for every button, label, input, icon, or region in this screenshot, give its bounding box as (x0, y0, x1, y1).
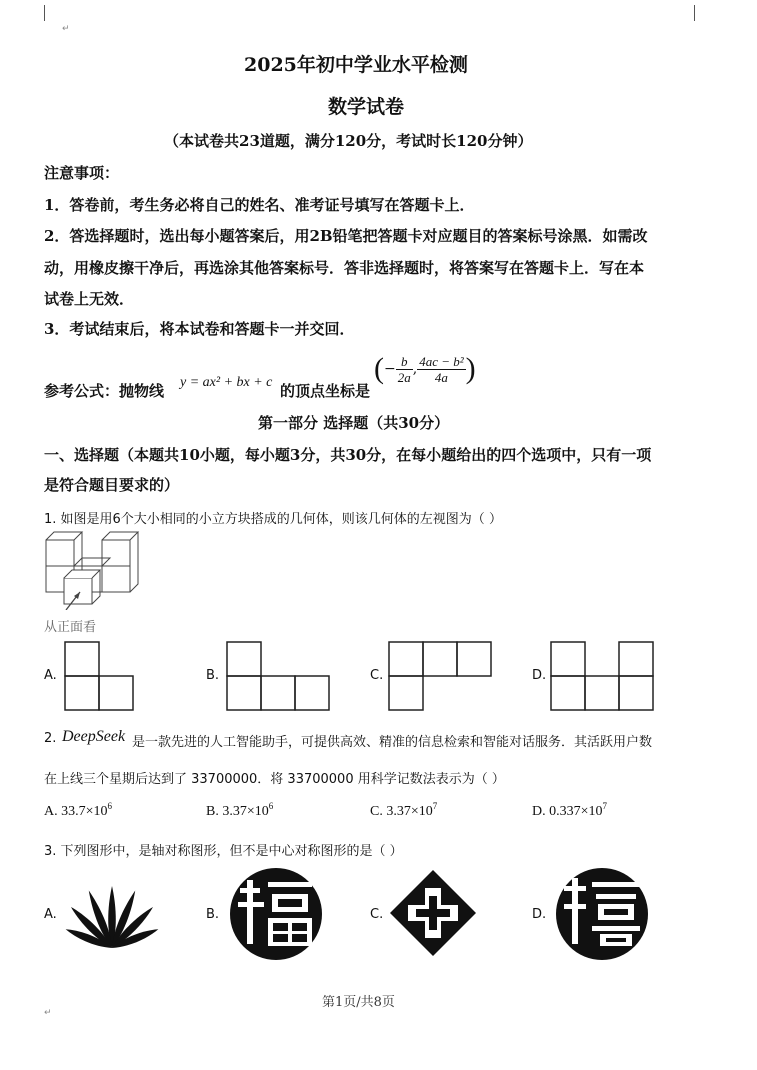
part-1-heading: 第一部分 选择题（共30分） (258, 414, 450, 432)
fan-petals-logo-icon (62, 872, 162, 952)
deepseek-brand: DeepSeek (62, 728, 126, 745)
q1-option-b-figure (226, 640, 330, 712)
question-2-line-1: 是一款先进的人工智能助手，可提供高效、精准的信息检索和智能对话服务．其活跃用户数 (132, 735, 653, 750)
formula-prefix: 参考公式：抛物线 (44, 382, 165, 400)
notes-item-2-line-2: 动，用橡皮擦干净后，再选涂其他答案标号．答非选择题时，将答案写在答题卡上．写在本 (44, 259, 645, 277)
notes-item-2-line-3: 试卷上无效． (44, 290, 135, 308)
q3-option-a-label[interactable]: A. (44, 907, 57, 922)
q1-option-c-figure (388, 640, 492, 712)
question-1-text: 1. 如图是用6个大小相同的小立方块搭成的几何体，则该几何体的左视图为（ ） (44, 512, 502, 527)
view-direction-label: 从正面看 (44, 620, 97, 635)
xi-character-seal-icon (552, 866, 652, 962)
q1-option-c-label[interactable]: C. (370, 668, 384, 683)
notes-heading: 注意事项： (44, 164, 120, 182)
question-2-line-2: 在上线三个星期后达到了 33700000．将 33700000 用科学记数法表示为（ ） (44, 772, 505, 787)
question-2-number: 2. (44, 731, 57, 746)
page-subtitle: 数学试卷 (328, 96, 405, 118)
fu-character-seal-icon (226, 866, 326, 962)
vertex-x-fraction: $\frac{b}{2a}$ (397, 353, 411, 385)
q1-option-a-label[interactable]: A. (44, 668, 57, 683)
vertex-formula: (− $\frac{b}{2a}$ , $\frac{\text{4ac − b²}}{4a}$ ) (374, 352, 476, 385)
cross-symbol-logo-icon (388, 868, 478, 958)
page-footer: 第1页/共8页 (322, 995, 395, 1010)
corner-mark-right (694, 5, 695, 21)
vertex-y-fraction: $\frac{\text{4ac − b²}}{4a}$ (419, 353, 464, 385)
exam-info: （本试卷共23道题，满分120分，考试时长120分钟） (164, 132, 533, 150)
q1-option-a-figure (64, 640, 136, 712)
q2-option-c[interactable]: C. $3.37\times 10^7$ (370, 801, 438, 819)
q3-option-d-label[interactable]: D. (532, 907, 547, 922)
notes-item-1: 1．答卷前，考生务必将自己的姓名、准考证号填写在答题卡上． (44, 196, 475, 214)
q1-option-d-label[interactable]: D. (532, 668, 547, 683)
q2-option-b[interactable]: B. $3.37\times 10^6$ (206, 801, 274, 819)
paragraph-mark: ↵ (62, 24, 70, 34)
notes-item-2-line-1: 2．答选择题时，选出每小题答案后，用2B铅笔把答题卡对应题目的答案标号涂黑．如需改 (44, 227, 648, 245)
q2-option-a[interactable]: A. $33.7\times 10^6$ (44, 801, 113, 819)
formula-middle: 的顶点坐标是 (280, 382, 371, 400)
q3-option-c-label[interactable]: C. (370, 907, 384, 922)
q1-option-b-label[interactable]: B. (206, 668, 220, 683)
question-3-text: 3. 下列图形中，是轴对称图形，但不是中心对称图形的是（ ） (44, 844, 403, 859)
formula-expression: y = ax² + bx + c (180, 375, 273, 390)
page-title: 2025年初中学业水平检测 (244, 54, 468, 76)
q3-option-b-label[interactable]: B. (206, 907, 220, 922)
q2-option-d[interactable]: D. $0.337\times 10^7$ (532, 801, 608, 819)
cube-figure (44, 530, 144, 610)
q1-option-d-figure (550, 640, 654, 712)
section-heading-line-2: 是符合题目要求的） (44, 476, 180, 494)
notes-item-3: 3．考试结束后，将本试卷和答题卡一并交回． (44, 320, 355, 338)
paragraph-mark: ↵ (44, 1008, 52, 1018)
section-heading-line-1: 一、选择题（本题共10小题，每小题3分，共30分，在每小题给出的四个选项中，只有一项 (44, 446, 652, 464)
corner-mark-left (44, 5, 45, 21)
